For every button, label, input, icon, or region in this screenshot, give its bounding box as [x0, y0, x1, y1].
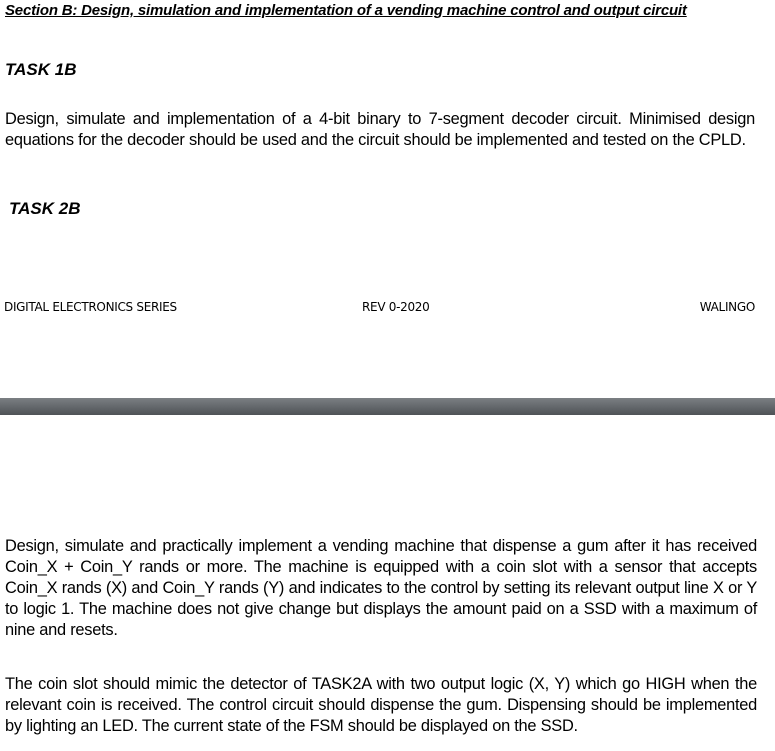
task-1b-description: Design, simulate and implementation of a 4-bit binary to 7-segment decoder circuit. Minimised design equations for the decoder should be used and the circuit should be implemented and tested on the CPLD.: [5, 110, 755, 149]
section-heading: Section B: Design, simulation and implementation of a vending machine control and output circuit: [5, 2, 687, 19]
footer-revision: REV 0-2020: [362, 300, 430, 314]
page-footer: [4, 300, 755, 318]
vending-machine-paragraph: Design, simulate and practically implement a vending machine that dispense a gum after it has received Coin_X + Coin_Y rands or more. The machine is equipped with a coin slot with a sensor that accepts Coin_X rands (X) and Coin_Y rands (Y) and indicates to the control by setting its relevant output line X or Y to logic 1. The machine does not give change but displays the amount paid on a SSD with a maximum of nine and resets.: [5, 537, 757, 639]
task-1b-heading: TASK 1B: [5, 60, 77, 79]
footer-author: WALINGO: [699, 300, 755, 314]
footer-series: DIGITAL ELECTRONICS SERIES: [4, 300, 177, 314]
task-2b-heading: TASK 2B: [9, 199, 81, 218]
page-divider: [0, 398, 775, 415]
coin-slot-paragraph: The coin slot should mimic the detector of TASK2A with two output logic (X, Y) which go HIGH when the relevant coin is received. The control circuit should dispense the gum. Dispensing should be implemented by lighting an LED. The current state of the FSM should be displayed on the SSD.: [5, 675, 757, 735]
